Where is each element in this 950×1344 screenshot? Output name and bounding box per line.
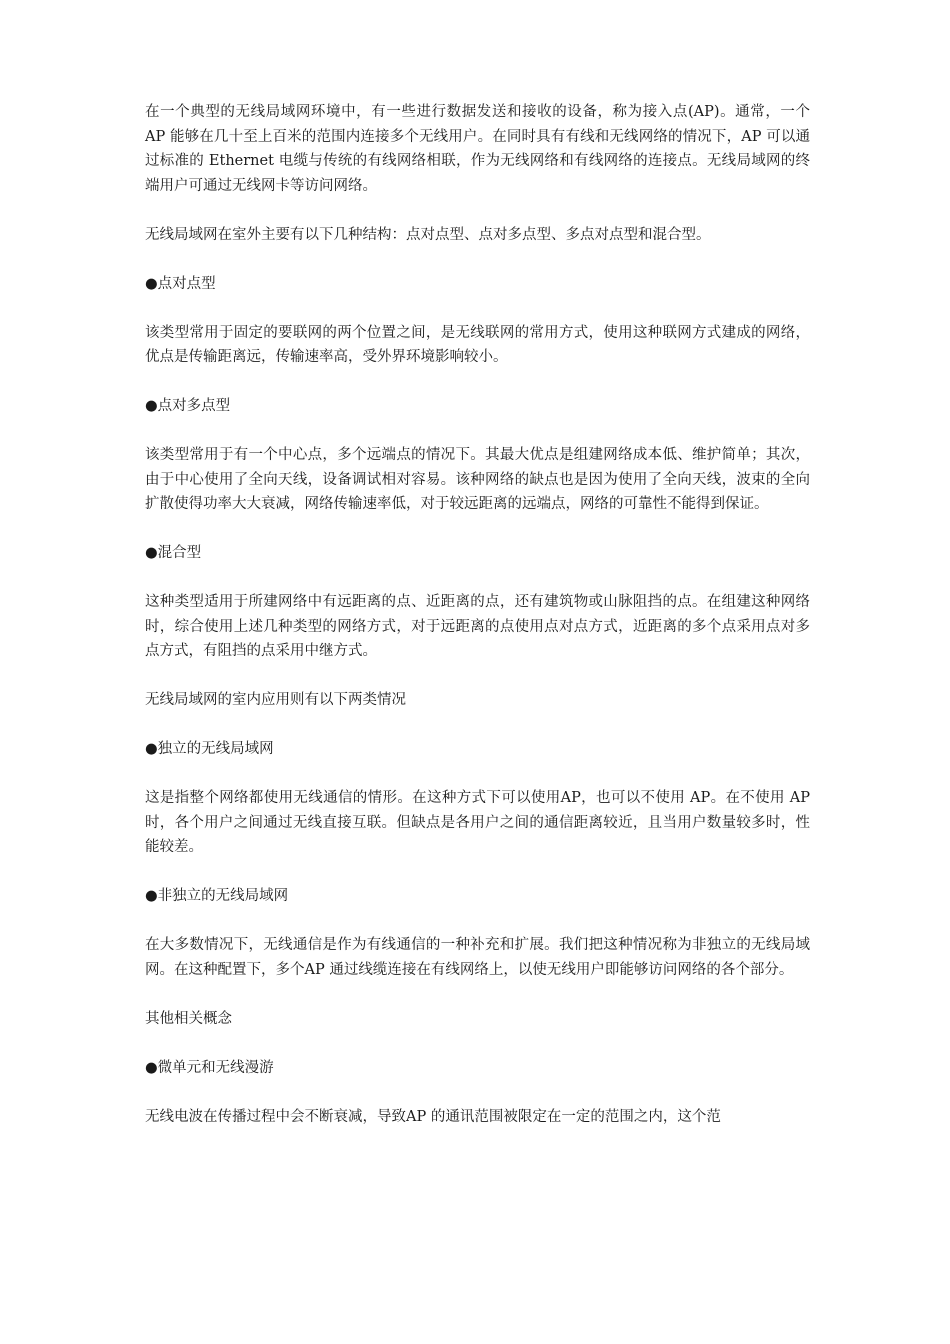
heading-hybrid: ●混合型 — [145, 545, 202, 561]
paragraph-non-standalone-wlan: 在大多数情况下，无线通信是作为有线通信的一种补充和扩展。我们把这种情况称为非独立的无线局域网。在这种配置下，多个AP 通过线缆连接在有线网络上，以使无线用户即能够访问网络的各个部分。 — [145, 937, 810, 978]
paragraph-standalone-wlan: 这是指整个网络都使用无线通信的情形。在这种方式下可以使用AP，也可以不使用 AP。在不使用 AP 时，各个用户之间通过无线直接互联。但缺点是各用户之间的通信距离较近，且当用户数量较多时，性能较差。 — [145, 790, 810, 855]
heading-related-concepts: 其他相关概念 — [145, 1010, 232, 1027]
paragraph-intro: 在一个典型的无线局域网环境中，有一些进行数据发送和接收的设备，称为接入点(AP)。通常，一个 AP 能够在几十至上百米的范围内连接多个无线用户。在同时具有有线和无线网络的情况下，AP 可以通过标准的 Ethernet 电缆与传统的有线网络相联，作为无线网络和有线网络的连接点。无线局域网的终端用户可通过无线网卡等访问网络。 — [145, 104, 810, 194]
heading-indoor-applications: 无线局域网的室内应用则有以下两类情况 — [145, 692, 406, 708]
paragraph-microcell-roaming: 无线电波在传播过程中会不断衰减，导致AP 的通讯范围被限定在一定的范围之内，这个范 — [145, 1108, 721, 1125]
paragraph-point-to-point: 该类型常用于固定的要联网的两个位置之间，是无线联网的常用方式，使用这种联网方式建成的网络，优点是传输距离远，传输速率高，受外界环境影响较小。 — [145, 324, 810, 365]
document-page — [145, 100, 810, 1154]
paragraph-hybrid: 这种类型适用于所建网络中有远距离的点、近距离的点，还有建筑物或山脉阻挡的点。在组建这种网络时，综合使用上述几种类型的网络方式，对于远距离的点使用点对点方式，近距离的多个点采用点对多点方式，有阻挡的点采用中继方式。 — [145, 594, 810, 659]
heading-standalone-wlan: ●独立的无线局域网 — [145, 741, 274, 757]
heading-point-to-point: ●点对点型 — [145, 275, 216, 292]
heading-microcell-roaming: ●微单元和无线漫游 — [145, 1059, 274, 1076]
heading-non-standalone-wlan: ●非独立的无线局域网 — [145, 888, 289, 904]
paragraph-outdoor-structures: 无线局域网在室外主要有以下几种结构：点对点型、点对多点型、多点对点型和混合型。 — [145, 226, 711, 243]
paragraph-point-to-multipoint: 该类型常用于有一个中心点，多个远端点的情况下。其最大优点是组建网络成本低、维护简单；其次，由于中心使用了全向天线，设备调试相对容易。该种网络的缺点也是因为使用了全向天线，波束的全向扩散使得功率大大衰减，网络传输速率低，对于较远距离的远端点，网络的可靠性不能得到保证。 — [145, 447, 810, 512]
heading-point-to-multipoint: ●点对多点型 — [145, 398, 231, 414]
